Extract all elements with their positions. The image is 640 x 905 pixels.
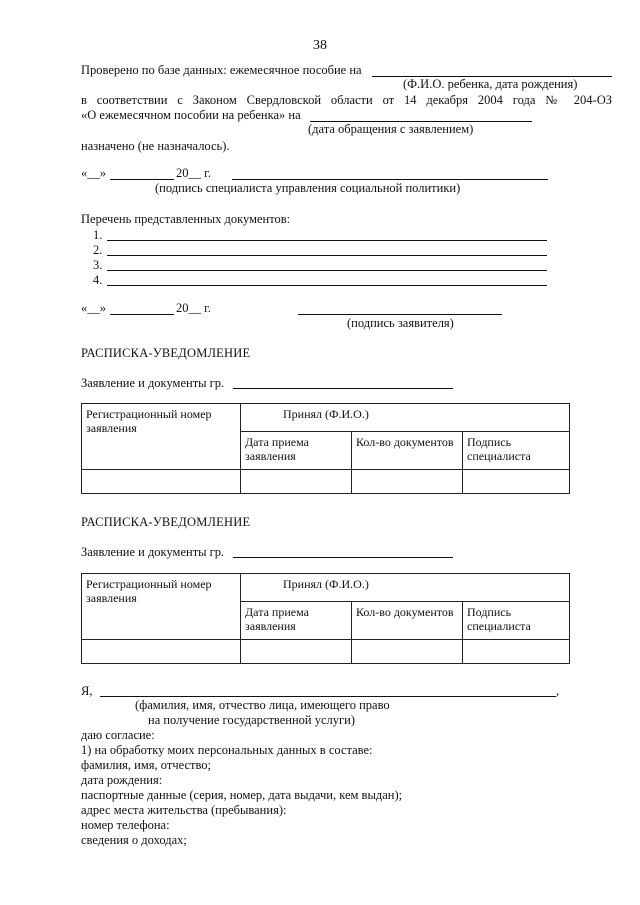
consent-ya: Я, bbox=[81, 684, 93, 698]
receipt-2-accepted-header: Принял (Ф.И.О.) bbox=[241, 574, 570, 602]
applicant-signature-field[interactable] bbox=[298, 314, 502, 315]
receipt-1-date-cell[interactable] bbox=[241, 470, 352, 494]
docs-item-3-field[interactable] bbox=[107, 270, 547, 271]
receipt-1-sign-header: Подпись специалиста bbox=[463, 432, 570, 470]
receipt-2-applicant-field[interactable] bbox=[233, 557, 453, 558]
page-number: 38 bbox=[313, 38, 327, 53]
check-line-3: «О ежемесячном пособии на ребенка» на bbox=[81, 108, 301, 122]
sign1-date-open: «__» bbox=[81, 166, 106, 180]
consent-line-5: паспортные данные (серия, номер, дата выдачи, кем выдан); bbox=[81, 788, 403, 802]
receipt-1-reg-number-cell[interactable] bbox=[82, 470, 241, 494]
receipt-2-applicant-label: Заявление и документы гр. bbox=[81, 545, 225, 559]
receipt-1-count-cell[interactable] bbox=[352, 470, 463, 494]
receipt-2-sign-cell[interactable] bbox=[463, 640, 570, 664]
consent-line-8: сведения о доходах; bbox=[81, 833, 187, 847]
docs-item-3-number: 3. bbox=[93, 258, 103, 272]
receipt-2-sign-header: Подпись специалиста bbox=[463, 602, 570, 640]
receipt-1-date-header: Дата приема заявления bbox=[241, 432, 352, 470]
check-line-1: Проверено по базе данных: ежемесячное пособие на bbox=[81, 63, 362, 77]
receipt-1-applicant-label: Заявление и документы гр. bbox=[81, 376, 225, 390]
docs-title: Перечень представленных документов: bbox=[81, 212, 291, 226]
receipt-2-date-cell[interactable] bbox=[241, 640, 352, 664]
consent-comma: , bbox=[556, 684, 560, 698]
specialist-signature-caption: (подпись специалиста управления социальной политики) bbox=[155, 181, 461, 195]
check-line-4: назначено (не назначалось). bbox=[81, 139, 230, 153]
receipt-1-accepted-header: Принял (Ф.И.О.) bbox=[241, 404, 570, 432]
docs-item-2-number: 2. bbox=[93, 243, 103, 257]
consent-line-4: дата рождения: bbox=[81, 773, 163, 787]
consent-line-7: номер телефона: bbox=[81, 818, 170, 832]
docs-item-4-field[interactable] bbox=[107, 285, 547, 286]
receipt-1-count-header: Кол-во документов bbox=[352, 432, 463, 470]
sign1-year: 20__ г. bbox=[176, 166, 211, 180]
consent-name-field[interactable] bbox=[100, 696, 556, 697]
consent-line-1: даю согласие: bbox=[81, 728, 155, 742]
docs-item-2-field[interactable] bbox=[107, 255, 547, 256]
receipt-2-reg-number-cell[interactable] bbox=[82, 640, 241, 664]
applicant-signature-caption: (подпись заявителя) bbox=[347, 316, 454, 330]
receipt-1-title: РАСПИСКА-УВЕДОМЛЕНИЕ bbox=[81, 346, 251, 360]
receipt-2-count-cell[interactable] bbox=[352, 640, 463, 664]
consent-line-3: фамилия, имя, отчество; bbox=[81, 758, 212, 772]
sign2-year: 20__ г. bbox=[176, 301, 211, 315]
docs-item-4-number: 4. bbox=[93, 273, 103, 287]
receipt-2-title: РАСПИСКА-УВЕДОМЛЕНИЕ bbox=[81, 515, 251, 529]
consent-caption-1: (фамилия, имя, отчество лица, имеющего право bbox=[135, 698, 390, 712]
receipt-2-reg-number-header: Регистрационный номер заявления bbox=[82, 574, 241, 640]
sign2-date-field[interactable] bbox=[110, 314, 174, 315]
receipt-2-count-header: Кол-во документов bbox=[352, 602, 463, 640]
docs-item-1-number: 1. bbox=[93, 228, 103, 242]
receipt-1-table bbox=[81, 403, 570, 494]
child-name-caption: (Ф.И.О. ребенка, дата рождения) bbox=[403, 77, 578, 91]
docs-item-1-field[interactable] bbox=[107, 240, 547, 241]
receipt-1-reg-number-header: Регистрационный номер заявления bbox=[82, 404, 241, 470]
specialist-signature-field[interactable] bbox=[232, 179, 548, 180]
consent-line-2: 1) на обработку моих персональных данных в составе: bbox=[81, 743, 373, 757]
sign1-date-field[interactable] bbox=[110, 179, 174, 180]
application-date-caption: (дата обращения с заявлением) bbox=[308, 122, 474, 136]
sign2-date-open: «__» bbox=[81, 301, 106, 315]
check-line-2: в соответствии с Законом Свердловской области от 14 декабря 2004 года № 204-ОЗ bbox=[81, 93, 612, 107]
receipt-2-table bbox=[81, 573, 570, 664]
receipt-1-sign-cell[interactable] bbox=[463, 470, 570, 494]
receipt-1-applicant-field[interactable] bbox=[233, 388, 453, 389]
consent-line-6: адрес места жительства (пребывания): bbox=[81, 803, 287, 817]
receipt-2-date-header: Дата приема заявления bbox=[241, 602, 352, 640]
consent-caption-2: на получение государственной услуги) bbox=[148, 713, 355, 727]
